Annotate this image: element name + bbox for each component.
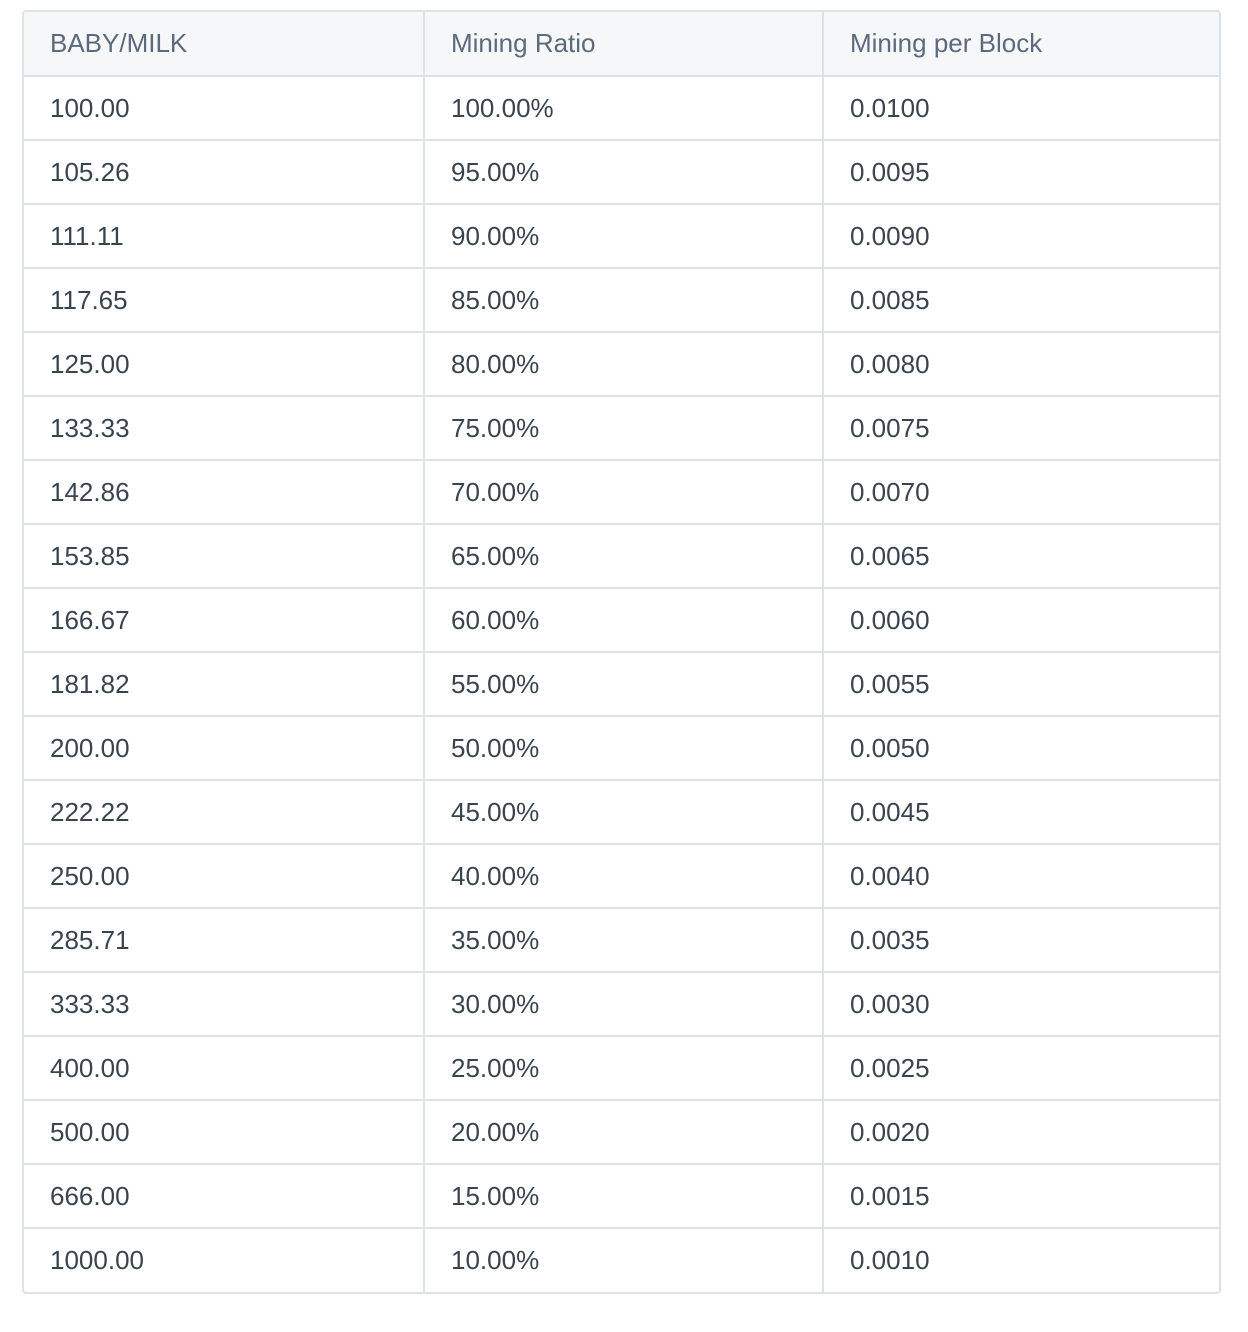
cell-mining-per-block: 0.0045	[823, 780, 1219, 844]
table-row	[24, 972, 1219, 1036]
cell-mining-ratio: 55.00%	[424, 652, 823, 716]
table-header	[24, 12, 1219, 76]
table-row	[24, 908, 1219, 972]
table-row	[24, 716, 1219, 780]
cell-baby-milk: 333.33	[24, 972, 424, 1036]
cell-baby-milk: 250.00	[24, 844, 424, 908]
table-header-row	[24, 12, 1219, 76]
table-row	[24, 1100, 1219, 1164]
cell-mining-ratio: 45.00%	[424, 780, 823, 844]
cell-mining-ratio: 20.00%	[424, 1100, 823, 1164]
cell-mining-ratio: 10.00%	[424, 1228, 823, 1292]
table-row	[24, 780, 1219, 844]
cell-baby-milk: 285.71	[24, 908, 424, 972]
cell-mining-ratio: 25.00%	[424, 1036, 823, 1100]
cell-mining-ratio: 85.00%	[424, 268, 823, 332]
column-header-baby-milk: BABY/MILK	[24, 12, 424, 76]
cell-mining-per-block: 0.0095	[823, 140, 1219, 204]
table-body	[24, 76, 1219, 1292]
table-row	[24, 524, 1219, 588]
cell-baby-milk: 200.00	[24, 716, 424, 780]
cell-mining-per-block: 0.0080	[823, 332, 1219, 396]
cell-baby-milk: 117.65	[24, 268, 424, 332]
cell-baby-milk: 105.26	[24, 140, 424, 204]
cell-mining-ratio: 95.00%	[424, 140, 823, 204]
mining-table-container	[22, 10, 1221, 1294]
cell-baby-milk: 100.00	[50, 92, 130, 123]
cell-baby-milk: 166.67	[24, 588, 424, 652]
cell-mining-per-block: 0.0075	[823, 396, 1219, 460]
table-row	[24, 652, 1219, 716]
column-header-mining-per-block: Mining per Block	[823, 12, 1219, 76]
table-row	[24, 1036, 1219, 1100]
table-row	[24, 268, 1219, 332]
cell-mining-per-block: 0.0035	[823, 908, 1219, 972]
table-row	[24, 844, 1219, 908]
cell-mining-per-block: 0.0090	[823, 204, 1219, 268]
cell-mining-ratio: 15.00%	[424, 1164, 823, 1228]
cell-baby-milk: 1000.00	[24, 1228, 424, 1292]
table-row	[24, 460, 1219, 524]
cell-baby-milk: 500.00	[24, 1100, 424, 1164]
cell-mining-per-block: 0.0065	[823, 524, 1219, 588]
table-row	[24, 1164, 1219, 1228]
cell-mining-per-block: 0.0025	[823, 1036, 1219, 1100]
cell-baby-milk: 125.00	[24, 332, 424, 396]
cell-mining-per-block: 0.0085	[823, 268, 1219, 332]
cell-baby-milk: 142.86	[24, 460, 424, 524]
cell-mining-per-block: 0.0055	[823, 652, 1219, 716]
cell-baby-milk: 153.85	[24, 524, 424, 588]
table-row	[24, 588, 1219, 652]
table-row	[24, 332, 1219, 396]
cell-mining-ratio: 35.00%	[424, 908, 823, 972]
table-row	[24, 1228, 1219, 1292]
table-row	[24, 204, 1219, 268]
cell-mining-per-block: 0.0015	[823, 1164, 1219, 1228]
cell-mining-per-block: 0.0020	[823, 1100, 1219, 1164]
cell-mining-ratio: 90.00%	[424, 204, 823, 268]
mining-ratio-table	[24, 12, 1219, 1292]
cell-mining-ratio: 65.00%	[424, 524, 823, 588]
cell-mining-ratio: 40.00%	[424, 844, 823, 908]
cell-mining-per-block: 0.0040	[823, 844, 1219, 908]
cell-mining-per-block: 0.0030	[823, 972, 1219, 1036]
column-header-mining-ratio: Mining Ratio	[424, 12, 823, 76]
cell-mining-ratio: 100.00%	[424, 76, 823, 140]
cell-mining-per-block: 0.0010	[823, 1228, 1219, 1292]
cell-mining-per-block: 0.0070	[823, 460, 1219, 524]
table-row	[24, 76, 1219, 140]
cell-baby-milk: 111.11	[24, 204, 424, 268]
cell-mining-ratio: 30.00%	[424, 972, 823, 1036]
cell-mining-ratio: 70.00%	[424, 460, 823, 524]
cell-baby-milk: 400.00	[24, 1036, 424, 1100]
cell-baby-milk: 133.33	[24, 396, 424, 460]
cell-mining-per-block: 0.0060	[823, 588, 1219, 652]
cell-mining-per-block: 0.0050	[823, 716, 1219, 780]
cell-baby-milk: 666.00	[24, 1164, 424, 1228]
table-row	[24, 140, 1219, 204]
cell-baby-milk: 181.82	[24, 652, 424, 716]
table-row	[24, 396, 1219, 460]
cell-mining-ratio: 60.00%	[424, 588, 823, 652]
cell-mining-ratio: 50.00%	[424, 716, 823, 780]
cell-mining-per-block: 0.0100	[823, 76, 1219, 140]
cell-baby-milk: 222.22	[24, 780, 424, 844]
cell-mining-ratio: 80.00%	[424, 332, 823, 396]
cell-mining-ratio: 75.00%	[424, 396, 823, 460]
